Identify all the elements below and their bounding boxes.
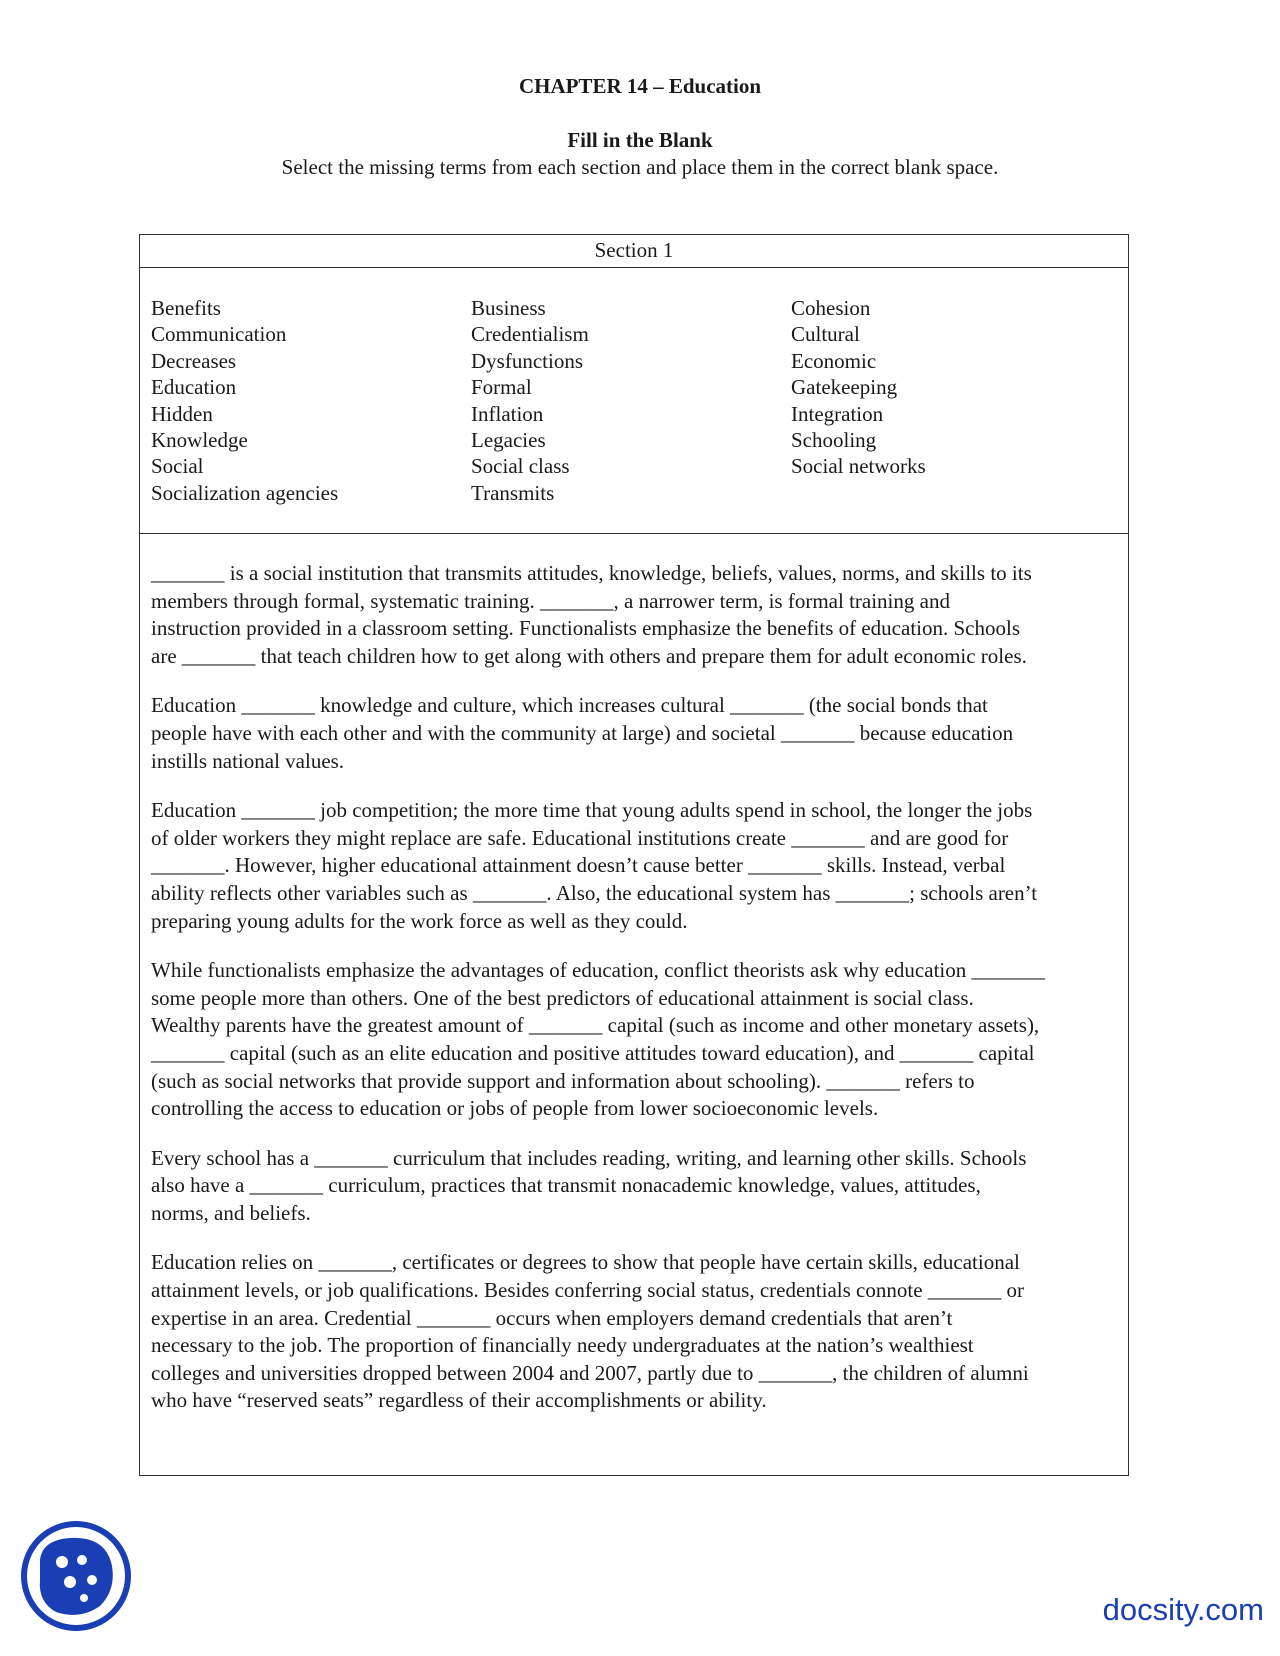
term: Socialization agencies	[151, 480, 339, 505]
text-line: are _______ that teach children how to get along with others and prepare them for adult economic roles.	[151, 643, 1027, 668]
instructions: Select the missing terms from each section and place them in the correct blank space.	[281, 155, 999, 179]
page-subtitle: Fill in the Blank	[567, 128, 713, 152]
text-line: Wealthy parents have the greatest amount of _______ capital (such as income and other monetary assets),	[151, 1013, 1040, 1038]
term: Credentialism	[471, 322, 589, 347]
term: Gatekeeping	[791, 375, 898, 400]
term: Hidden	[151, 401, 213, 426]
text-line: Education _______ job competition; the more time that young adults spend in school, the longer the jobs	[151, 798, 1033, 823]
section-box	[139, 234, 1129, 1476]
term: Integration	[791, 401, 884, 426]
term: Legacies	[471, 428, 546, 453]
text-line: members through formal, systematic training. _______, a narrower term, is formal training and	[151, 588, 950, 613]
term: Benefits	[151, 296, 221, 320]
term: Transmits	[471, 480, 555, 505]
text-line: who have “reserved seats” regardless of their accomplishments or ability.	[151, 1388, 767, 1413]
term: Knowledge	[151, 428, 248, 453]
term-column-3	[791, 295, 926, 480]
text-line: also have a _______ curriculum, practices that transmit nonacademic knowledge, values, attitudes,	[151, 1173, 981, 1198]
term: Decreases	[151, 348, 237, 373]
term: Business	[471, 296, 546, 320]
text-line: instills national values.	[151, 748, 345, 773]
paragraph	[151, 1145, 1117, 1228]
term-column-1	[151, 295, 338, 506]
text-line: Every school has a _______ curriculum that includes reading, writing, and learning other skills. Schools	[151, 1145, 1027, 1170]
text-line: norms, and beliefs.	[151, 1200, 311, 1225]
text-line: Education relies on _______, certificates or degrees to show that people have certain skills, educational	[151, 1250, 1020, 1275]
term: Cohesion	[791, 296, 871, 320]
text-line: _______ is a social institution that transmits attitudes, knowledge, beliefs, values, norms, and skills to its	[151, 561, 1032, 585]
passage	[140, 534, 1128, 1415]
paragraph	[151, 1249, 1117, 1415]
term: Inflation	[471, 401, 544, 426]
chapter-title: CHAPTER 14 – Education	[518, 74, 762, 98]
term: Formal	[471, 375, 532, 400]
text-line: expertise in an area. Credential _______ occurs when employers demand credentials that aren’t	[151, 1305, 953, 1330]
term: Dysfunctions	[471, 348, 583, 373]
text-line: necessary to the job. The proportion of financially needy undergraduates at the nation’s wealthiest	[151, 1333, 974, 1358]
term: Social	[151, 454, 204, 479]
text-line: ability reflects other variables such as _______. Also, the educational system has _______; schools aren’t	[151, 880, 1038, 905]
docsity-logo-icon[interactable]	[20, 1520, 132, 1632]
text-line: _______. However, higher educational attainment doesn’t cause better _______ skills. Instead, verbal	[151, 853, 1006, 878]
section-header: Section 1	[140, 235, 1128, 268]
term-column-2	[471, 295, 589, 506]
paragraph	[151, 692, 1117, 775]
text-line: instruction provided in a classroom setting. Functionalists emphasize the benefits of education. Schools	[151, 616, 1020, 641]
text-line: some people more than others. One of the best predictors of educational attainment is social class.	[151, 985, 974, 1010]
text-line: of older workers they might replace are safe. Educational institutions create _______ and are good for	[151, 825, 1009, 850]
term: Social class	[471, 454, 570, 479]
text-line: (such as social networks that provide support and information about schooling). _______ refers to	[151, 1068, 975, 1093]
term-bank	[140, 268, 1128, 534]
text-line: preparing young adults for the work force as well as they could.	[151, 908, 688, 933]
term: Communication	[151, 322, 287, 347]
text-line: controlling the access to education or jobs of people from lower socioeconomic levels.	[151, 1096, 879, 1121]
text-line: While functionalists emphasize the advantages of education, conflict theorists ask why education _______	[151, 958, 1045, 983]
brand-link[interactable]: docsity.com	[1102, 1592, 1264, 1627]
paragraph	[151, 797, 1117, 935]
text-line: colleges and universities dropped between 2004 and 2007, partly due to _______, the children of alumni	[151, 1360, 1029, 1385]
text-line: attainment levels, or job qualifications. Besides conferring social status, credentials connote _______ or	[151, 1278, 1025, 1303]
text-line: people have with each other and with the community at large) and societal _______ because education	[151, 720, 1014, 745]
text-line: _______ capital (such as an elite education and positive attitudes toward education), and _______ capital	[151, 1040, 1035, 1065]
term: Education	[151, 375, 237, 400]
term: Economic	[791, 348, 877, 373]
term: Social networks	[791, 454, 926, 479]
text-line: Education _______ knowledge and culture, which increases cultural _______ (the social bonds that	[151, 693, 988, 718]
term: Cultural	[791, 322, 860, 347]
term: Schooling	[791, 428, 877, 453]
paragraph	[151, 957, 1117, 1123]
paragraph	[151, 560, 1117, 670]
